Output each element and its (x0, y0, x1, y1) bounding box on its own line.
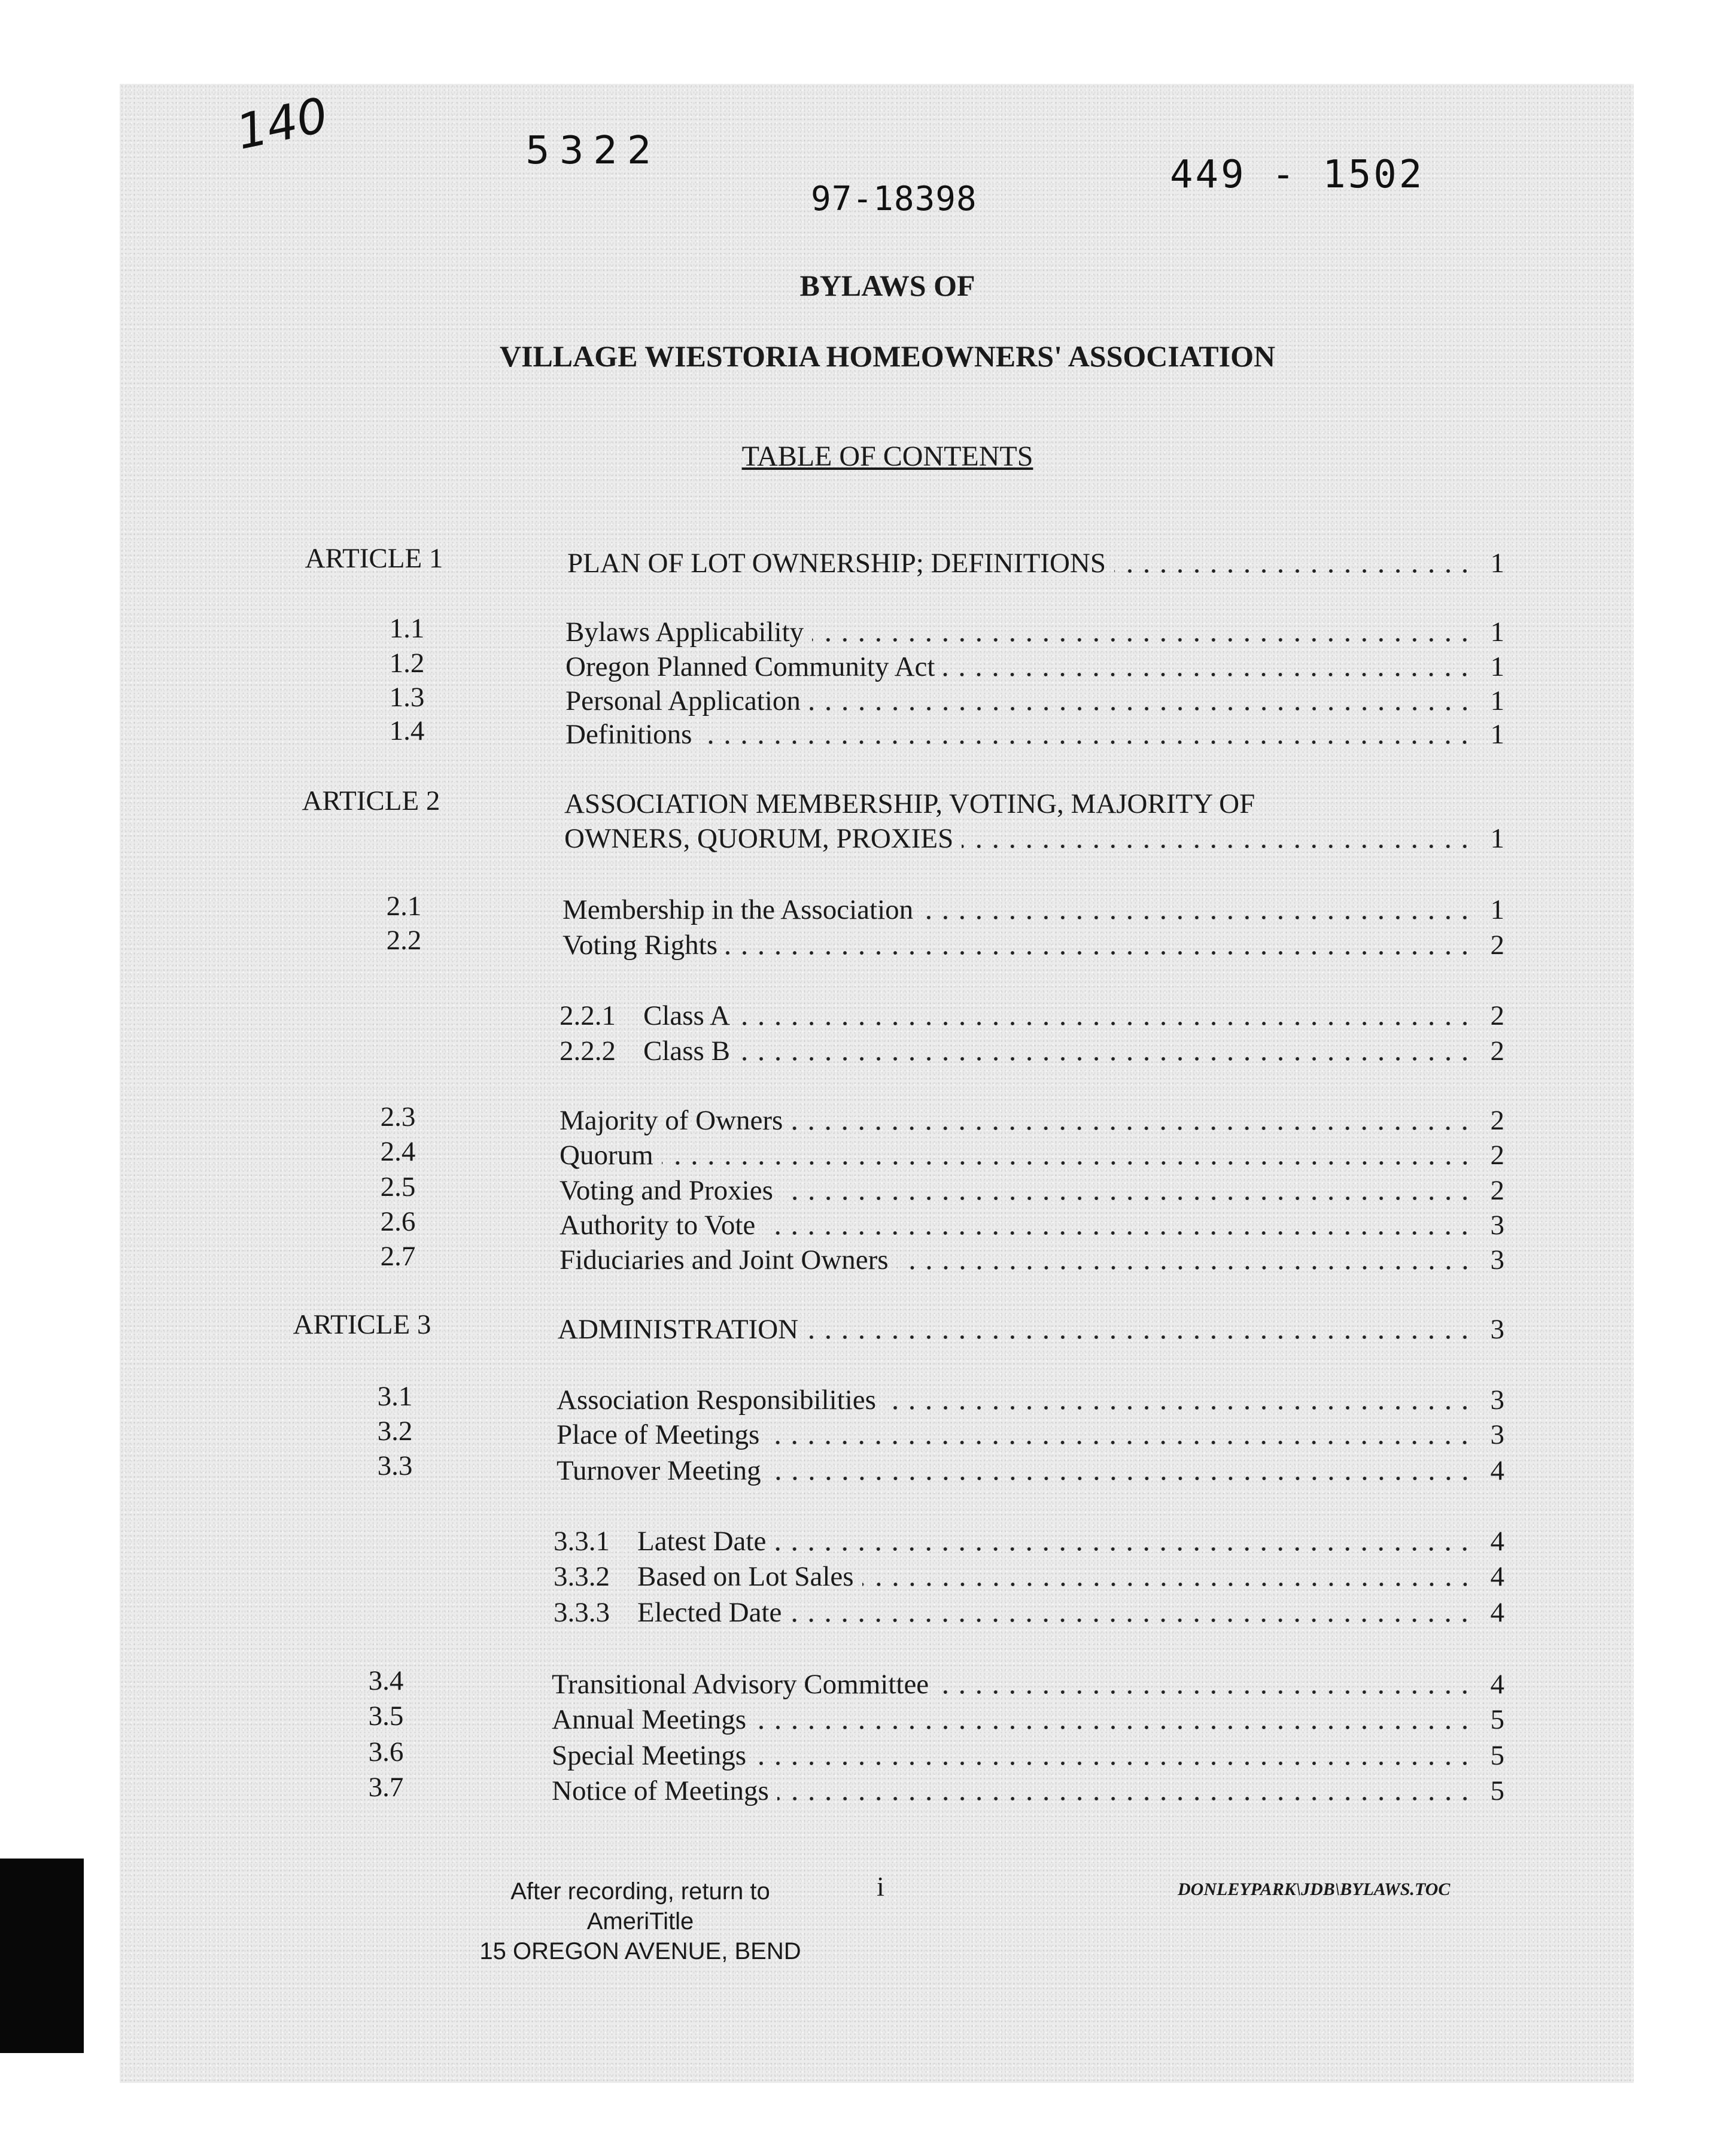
toc-section-number: 3.7 (368, 1772, 404, 1803)
file-path: DONLEYPARK\JDB\BYLAWS.TOC (1178, 1879, 1451, 1899)
toc-entry-title: Fiduciaries and Joint Owners (560, 1244, 889, 1276)
toc-entry (564, 822, 1504, 855)
toc-entry-title: Membership in the Association (563, 894, 914, 925)
toc-section-number: 2.6 (380, 1206, 416, 1237)
dot-leader (662, 1160, 1473, 1166)
toc-section-number: 1.2 (389, 648, 425, 679)
toc-entry (554, 1525, 1504, 1558)
dot-leader (862, 1581, 1473, 1587)
toc-entry (552, 1668, 1504, 1701)
toc-page-number: 3 (1490, 1210, 1504, 1241)
dot-leader (937, 1689, 1473, 1695)
toc-entry (552, 1703, 1504, 1736)
dot-leader (790, 1617, 1473, 1623)
toc-entry-title: Voting and Proxies (560, 1175, 773, 1206)
toc-entry-title: Turnover Meeting (557, 1455, 761, 1486)
dot-leader (768, 1440, 1473, 1446)
dot-leader (700, 739, 1473, 745)
toc-entry-title: Association Responsibilities (557, 1384, 876, 1416)
return-line-2: AmeriTitle (586, 1908, 694, 1935)
toc-entry-title: Definitions (565, 719, 692, 750)
toc-entry (557, 1418, 1504, 1451)
toc-entry-title: Authority to Vote (560, 1210, 756, 1241)
toc-entry-title: Voting Rights (563, 930, 718, 961)
return-line-1: After recording, return to (510, 1878, 770, 1905)
toc-entry-title: Place of Meetings (557, 1419, 760, 1450)
toc-entry-title: Special Meetings (552, 1740, 747, 1771)
toc-entry-title: Latest Date (637, 1526, 767, 1557)
recording-return-address (473, 1876, 808, 1966)
dot-leader (884, 1405, 1473, 1411)
toc-section-number: 3.1 (377, 1381, 413, 1412)
toc-entry (554, 1560, 1504, 1593)
toc-page-number: 1 (1490, 823, 1504, 854)
toc-entry (558, 1313, 1504, 1346)
toc-entry-title: Based on Lot Sales (637, 1561, 854, 1592)
toc-section-number: 2.4 (380, 1136, 416, 1167)
toc-page-number: 2 (1490, 1105, 1504, 1136)
toc-section-number: 2.1 (386, 891, 422, 922)
toc-entry (560, 1034, 1504, 1068)
toc-entry-title: PLAN OF LOT OWNERSHIP; DEFINITIONS (567, 548, 1106, 579)
dot-leader (1114, 568, 1473, 574)
toc-entry-title: Annual Meetings (552, 1704, 747, 1735)
toc-entry-title: Majority of Owners (560, 1105, 783, 1136)
toc-page-number: 4 (1490, 1597, 1504, 1628)
toc-subsection-number: 2.2.2 (560, 1036, 616, 1067)
handwritten-corner-mark: 140 (232, 87, 333, 160)
toc-section-number: 1.3 (389, 682, 425, 713)
toc-page-number: 1 (1490, 685, 1504, 716)
toc-page-number: 3 (1490, 1419, 1504, 1450)
toc-entry (560, 1208, 1504, 1242)
toc-entry (554, 1596, 1504, 1629)
toc-page-number: 1 (1490, 719, 1504, 750)
toc-section-number: 2.3 (380, 1101, 416, 1132)
toc-page-number: 5 (1490, 1740, 1504, 1771)
toc-entry (565, 684, 1504, 718)
dot-leader (943, 672, 1473, 678)
toc-page-number: 3 (1490, 1244, 1504, 1276)
toc-entry (563, 893, 1504, 927)
toc-entry-title: Oregon Planned Community Act (565, 651, 935, 682)
toc-entry-title: Quorum (560, 1140, 653, 1171)
toc-subsection-number: 3.3.2 (554, 1561, 610, 1592)
dot-leader (738, 1056, 1473, 1062)
toc-entry (565, 615, 1504, 649)
toc-entry (563, 928, 1504, 962)
dot-leader (726, 950, 1473, 956)
toc-subsection-number: 3.3.3 (554, 1597, 610, 1628)
toc-page-number: 1 (1490, 894, 1504, 925)
toc-entry-title-line2: OWNERS, QUORUM, PROXIES (564, 823, 954, 854)
dot-leader (770, 1475, 1473, 1481)
recording-number: 97-18398 (811, 180, 977, 218)
toc-entry-title: Elected Date (637, 1597, 782, 1628)
dot-leader (812, 637, 1473, 643)
scan-edge-bar (0, 1859, 84, 2053)
toc-page-number: 3 (1490, 1384, 1504, 1416)
toc-entry (567, 546, 1504, 580)
toc-entry (552, 1774, 1504, 1808)
page-number: i (877, 1871, 884, 1902)
dot-leader (774, 1546, 1473, 1552)
dot-leader (897, 1265, 1473, 1271)
toc-entry (560, 999, 1504, 1033)
toc-page-number: 1 (1490, 617, 1504, 648)
toc-entry-title: ADMINISTRATION (558, 1314, 799, 1345)
toc-page-number: 4 (1490, 1669, 1504, 1700)
toc-entry (560, 1104, 1504, 1137)
document-title: BYLAWS OF (799, 269, 975, 302)
toc-section-number: 3.4 (368, 1665, 404, 1696)
toc-entry-title: Bylaws Applicability (565, 617, 804, 648)
toc-entry (552, 1739, 1504, 1772)
toc-section-number: 2.5 (380, 1171, 416, 1202)
toc-section-number: 2.7 (380, 1241, 416, 1272)
toc-page-number: 1 (1490, 548, 1504, 579)
dot-leader (755, 1760, 1473, 1766)
dot-leader (922, 915, 1473, 921)
toc-entry (560, 1138, 1504, 1172)
handwritten-file-mark: 5322 (525, 129, 661, 173)
toc-article-number: ARTICLE 3 (293, 1309, 431, 1340)
toc-page-number: 5 (1490, 1704, 1504, 1735)
return-line-3: 15 OREGON AVENUE, BEND (479, 1938, 801, 1964)
toc-entry (565, 718, 1504, 751)
toc-page-number: 2 (1490, 1140, 1504, 1171)
dot-leader (807, 1334, 1473, 1340)
toc-subsection-number: 3.3.1 (554, 1526, 610, 1557)
toc-page-number: 3 (1490, 1314, 1504, 1345)
toc-entry-title: Notice of Meetings (552, 1775, 769, 1806)
toc-entry (557, 1454, 1504, 1487)
association-name: VILLAGE WIESTORIA HOMEOWNERS' ASSOCIATION (499, 339, 1276, 373)
dot-leader (764, 1230, 1473, 1236)
toc-entry (560, 1243, 1504, 1277)
toc-page-number: 2 (1490, 930, 1504, 961)
dot-leader (738, 1021, 1473, 1027)
toc-entry-title-line1: ASSOCIATION MEMBERSHIP, VOTING, MAJORITY OF (564, 788, 1255, 819)
toc-article-number: ARTICLE 1 (305, 543, 443, 574)
toc-entry (560, 1174, 1504, 1207)
toc-page-number: 1 (1490, 651, 1504, 682)
toc-article-number: ARTICLE 2 (302, 785, 440, 816)
toc-entry-title: Transitional Advisory Committee (552, 1669, 929, 1700)
toc-page-number: 4 (1490, 1561, 1504, 1592)
toc-section-number: 3.2 (377, 1416, 413, 1447)
toc-page-number: 4 (1490, 1455, 1504, 1486)
toc-page-number: 5 (1490, 1775, 1504, 1806)
dot-leader (782, 1195, 1473, 1201)
toc-entry (557, 1383, 1504, 1417)
toc-section-number: 3.5 (368, 1700, 404, 1732)
toc-section-number: 3.6 (368, 1736, 404, 1768)
toc-section-number: 1.4 (389, 715, 425, 746)
toc-page-number: 2 (1490, 1036, 1504, 1067)
toc-page-number: 2 (1490, 1000, 1504, 1031)
toc-section-number: 2.2 (386, 925, 422, 956)
toc-entry (565, 650, 1504, 684)
book-page-stamp: 449 - 1502 (1170, 153, 1425, 197)
dot-leader (755, 1724, 1473, 1730)
toc-section-number: 1.1 (389, 613, 425, 644)
toc-entry-title: Class B (643, 1036, 730, 1067)
toc-page-number: 2 (1490, 1175, 1504, 1206)
toc-subsection-number: 2.2.1 (560, 1000, 616, 1031)
toc-section-number: 3.3 (377, 1450, 413, 1481)
dot-leader (809, 706, 1473, 712)
toc-entry-title: Personal Application (565, 685, 801, 716)
dot-leader (791, 1125, 1473, 1131)
dot-leader (777, 1796, 1473, 1802)
toc-entry-title: Class A (643, 1000, 730, 1031)
toc-page-number: 4 (1490, 1526, 1504, 1557)
toc-heading: TABLE OF CONTENTS (741, 441, 1033, 472)
dot-leader (962, 843, 1473, 849)
